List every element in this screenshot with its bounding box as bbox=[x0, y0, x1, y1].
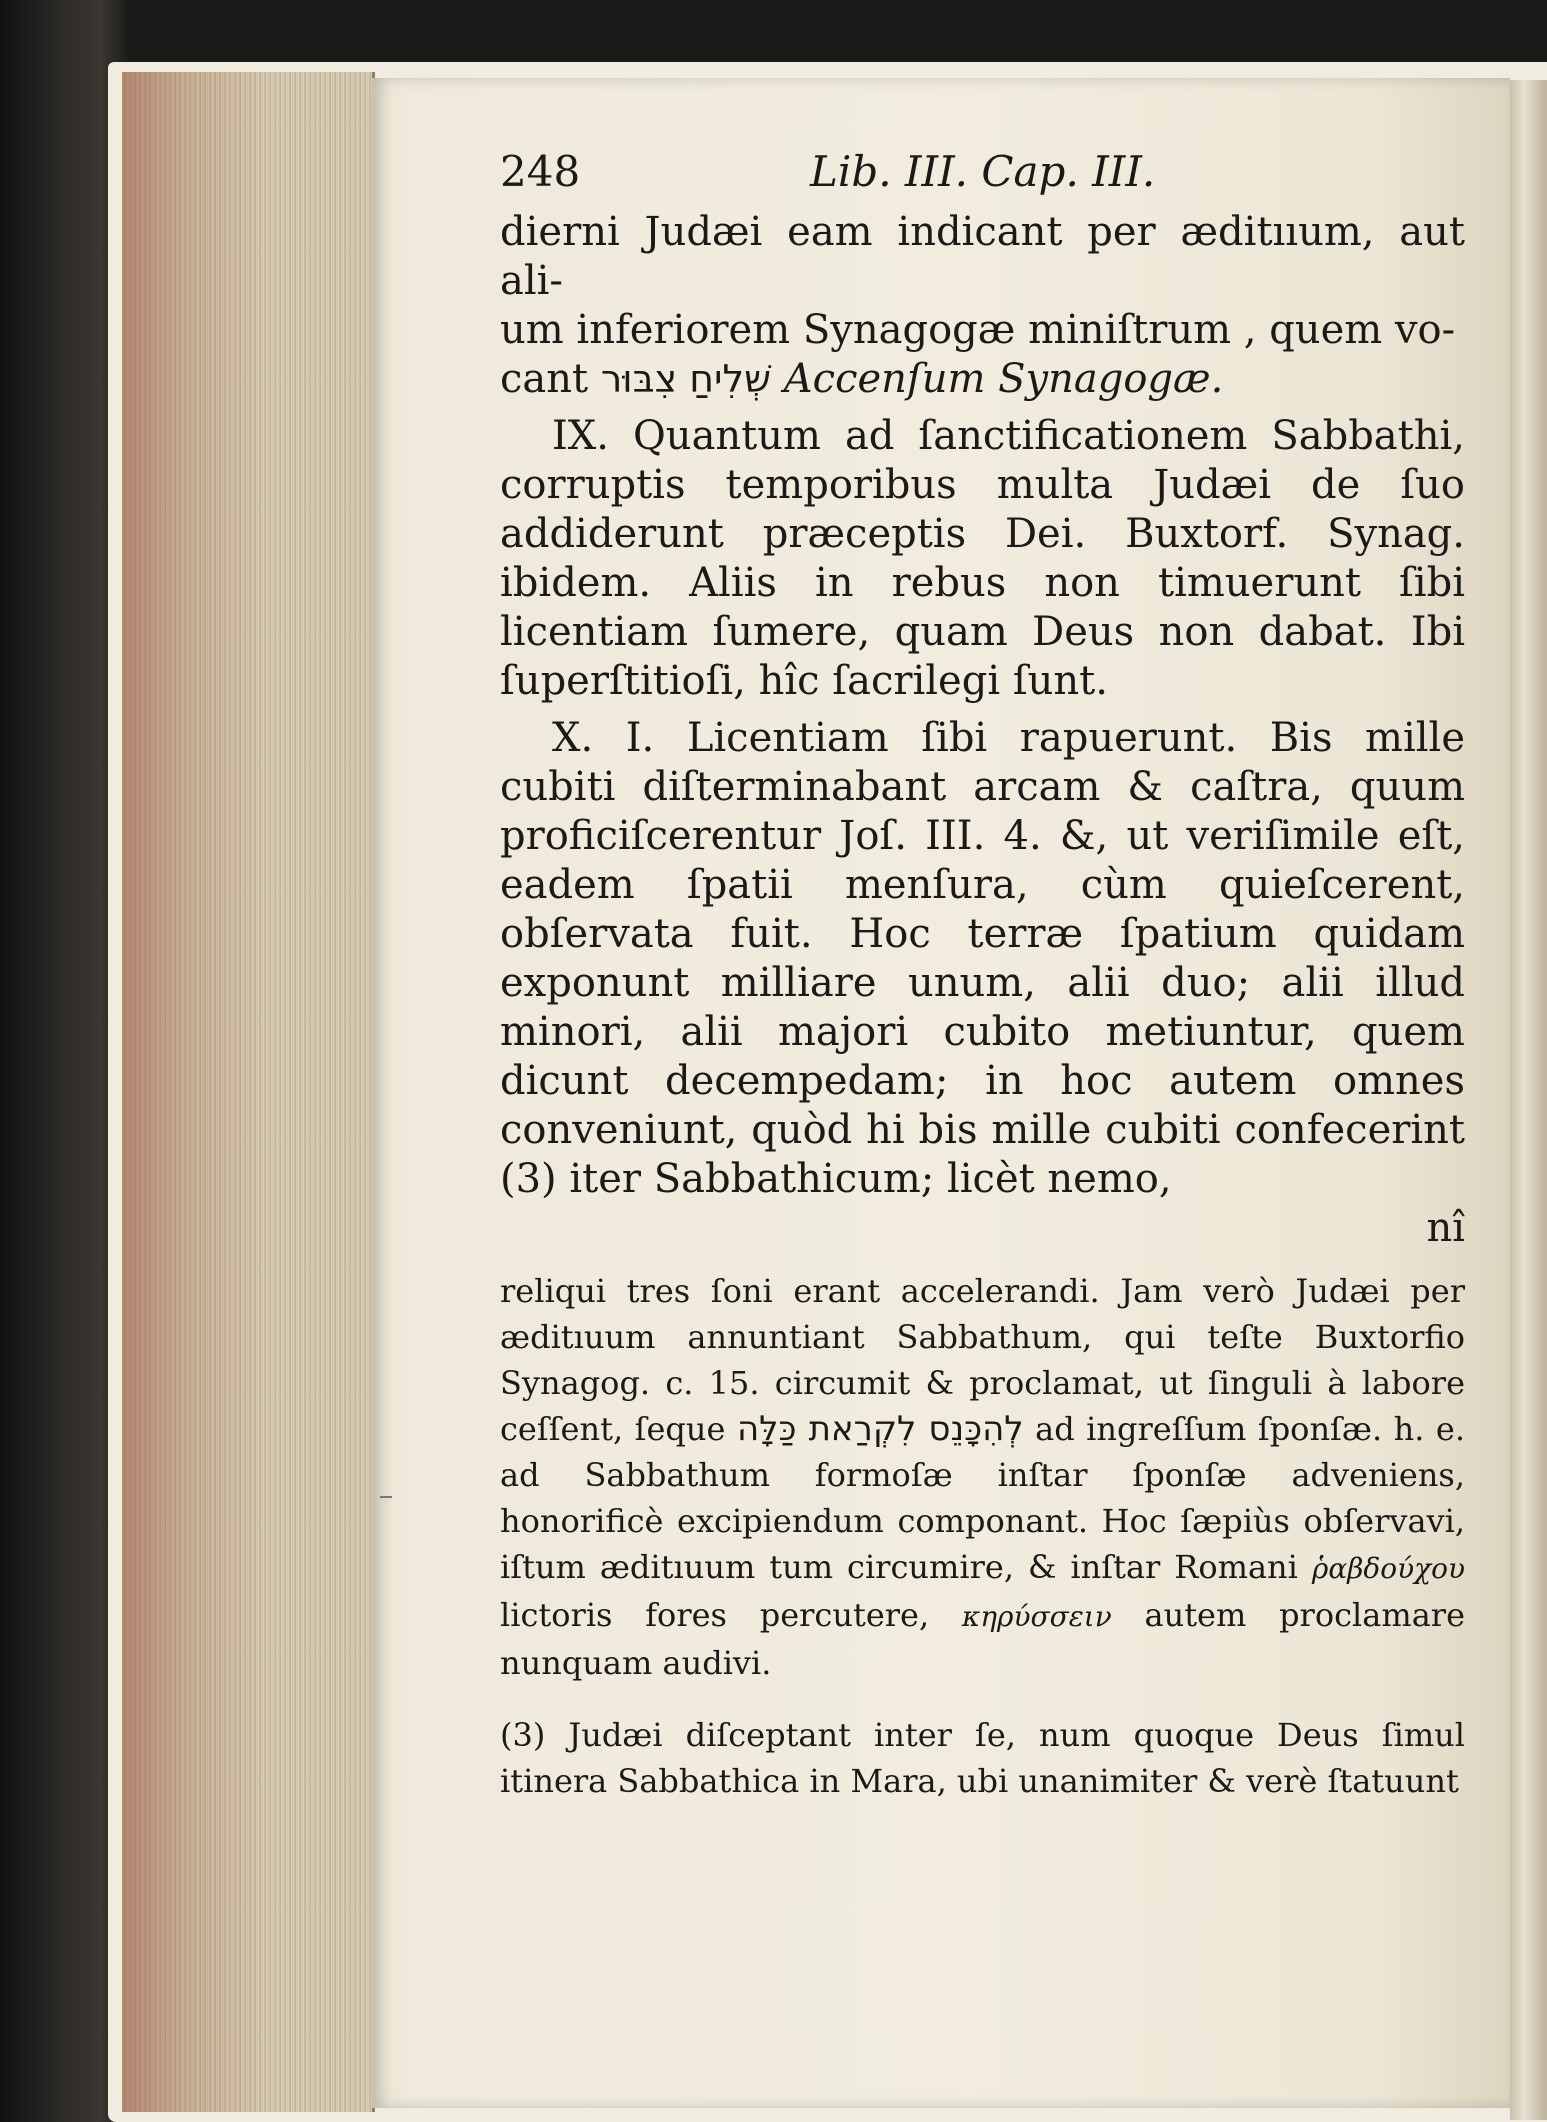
footnote-text: reliqui tres ſoni erant accelerandi. Jam verò Judæi per æditıuum annuntiant Sabbathum, qui teſte Buxtorfio Synagog. c. 15. circumit & proclamat, ut ſinguli à labore ceſſent, ſeque bbox=[500, 1272, 1465, 1448]
page-number: 248 bbox=[500, 147, 581, 196]
footnote-continued bbox=[500, 1268, 1465, 1686]
greek-word: ῥαβδούχου bbox=[1311, 1552, 1466, 1585]
text-line: um inferiorem Synagogæ miniſtrum , quem vo- bbox=[500, 307, 1456, 353]
hebrew-phrase: שְׁלִיחַ צִבּוּר bbox=[600, 357, 772, 401]
running-head bbox=[500, 140, 1465, 204]
section-number: IX. bbox=[552, 413, 609, 459]
latin-gloss: Accenſum Synagogæ. bbox=[783, 356, 1224, 402]
hebrew-phrase: לְהִכָּנֵס לִקְרַאת כַּלָּה bbox=[736, 1409, 1024, 1449]
footnote-text: autem proclamare nunquam audivi. bbox=[500, 1596, 1465, 1682]
margin-mark bbox=[380, 1496, 392, 1498]
text-line: dierni Judæi eam indicant per æditııum, aut ali- bbox=[500, 209, 1465, 304]
greek-word: κηρύσσειν bbox=[961, 1600, 1112, 1633]
footnotes bbox=[500, 1268, 1465, 1804]
section-number: X. I. bbox=[552, 715, 655, 761]
main-text bbox=[500, 208, 1465, 1253]
text-line bbox=[500, 355, 1465, 404]
footnote-text: ad ingreſſum ſponſæ. h. e. ad Sabbathum formoſæ inſtar ſponſæ adveniens, honorificè excipiendum componant. Hoc ſæpiùs obſervavi, iſtum æditıuum tum circumire, & inſtar Romani bbox=[500, 1410, 1466, 1586]
footnote-text: lictoris fores percutere, bbox=[500, 1596, 930, 1634]
text-word: cant bbox=[500, 356, 589, 402]
page-text bbox=[500, 130, 1465, 1870]
paragraph-text: Quantum ad ſanctificationem Sabbathi, corruptis temporibus multa Judæi de ſuo addiderunt præceptis Dei. Buxtorf. Synag. ibidem. Aliis in rebus non timuerunt ſibi licentiam ſumere, quam Deus non dabat. Ibi ſuperſtitioſi, hîc ſacrilegi ſunt. bbox=[500, 413, 1465, 704]
paragraph-x bbox=[500, 714, 1465, 1204]
page-right-edge bbox=[1510, 80, 1547, 2120]
running-title: Lib. III. Cap. III. bbox=[810, 147, 1156, 196]
catchword: nî bbox=[1426, 1205, 1465, 1251]
page-edges bbox=[122, 72, 375, 2112]
footnote-3: (3) Judæi diſceptant inter ſe, num quoque Deus ſimul itinera Sabbathica in Mara, ubi unanimiter & verè ſtatuunt bbox=[500, 1716, 1465, 1800]
paragraph-ix bbox=[500, 412, 1465, 706]
paragraph-text: Licentiam ſibi rapuerunt. Bis mille cubiti diſterminabant arcam & caſtra, quum proficiſcerentur Joſ. III. 4. &, ut veriſimile eſt, eadem ſpatii menſura, cùm quieſcerent, obſervata fuit. Hoc terræ ſpatium quidam exponunt milliare unum, alii duo; alii illud minori, alii majori cubito metiuntur, quem dicunt decempedam; in hoc autem omnes conveniunt, quòd hi bis mille cubiti confecerint (3) iter Sabbathicum; licèt nemo, bbox=[500, 715, 1466, 1202]
